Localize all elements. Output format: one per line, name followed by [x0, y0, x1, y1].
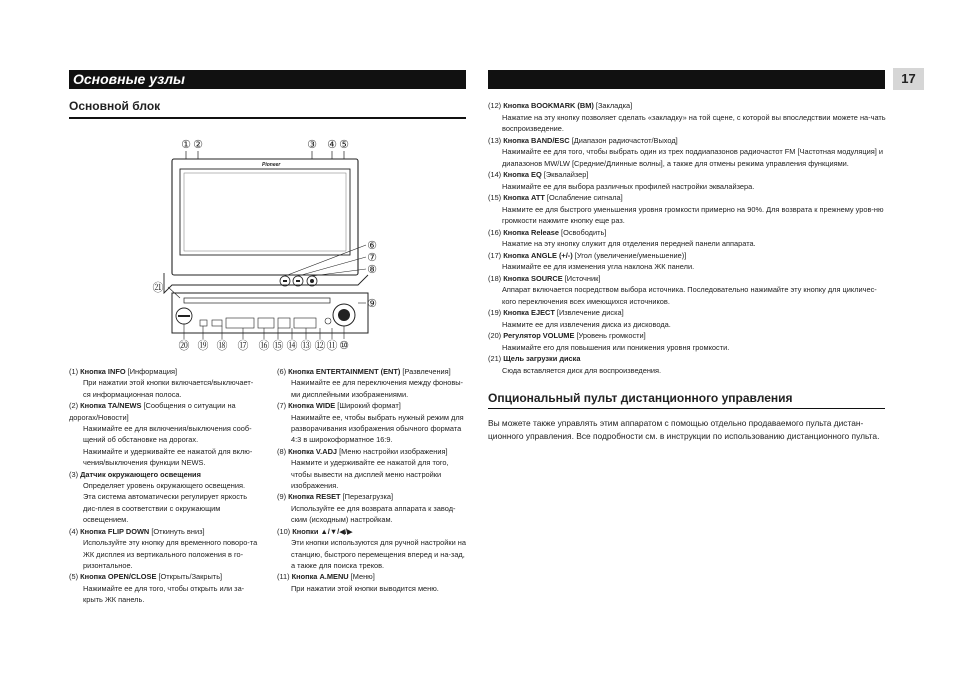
callout-5: ⑤: [339, 139, 349, 151]
left-column: (1) Кнопка INFO [Информация] При нажатии этой кнопки включается/выключает-ся информационная полоса. (2) Кнопка TA/NEWS [Сообщения о ситуации на дорогах/Новости] Нажимайте ее для включения/выключения сооб-щений об обстановке на дорогах. Нажимайте и удерживайте ее нажатой для вклю-чения/выключения функции NEWS. (3) Датчик окружающего освещения Определяет уровень окружающего освещения. Эта система автоматически регулирует яркость дис-плея в соответствии с окружающим освещением. (4) Кнопка FLIP DOWN [Откинуть вниз] Используйте эту кнопку для временного поворо-та ЖК дисплея из вертикального положения в го-ризонтальное. (5) Кнопка OPEN/CLOSE [Открыть/Закрыть] Нажимайте ее для того, чтобы открыть или за-крыть ЖК панель.: [69, 367, 258, 605]
list-item: (11) Кнопка A.MENU [Меню]: [277, 572, 375, 582]
callout-18: ⑱: [216, 340, 228, 352]
callout-16: ⑯: [258, 340, 270, 352]
list-item: (17) Кнопка ANGLE (+/-) [Угол (увеличение/уменьшение)]: [488, 250, 687, 260]
callout-10: ⑩: [339, 340, 349, 352]
right-column: (12) Кнопка BOOKMARK (BM) [Закладка] Нажатие на эту кнопку позволяет сделать «закладку» на той сцене, с которой вы впоследствии можете на-чать воспроизведение. (13) Кнопка BAND/ESC [Диапазон радиочастот/Выход] Нажимайте ее для того, чтобы выбрать один из трех поддиапазонов радиочастот FM [Частотная модуляция] и диапазонов MW/LW [Средние/Длинные волны], а также для отмены режима управления функциями. (14) Кнопка EQ [Эквалайзер] Нажимайте ее для выбора различных профилей настройки эквалайзера. (15) Кнопка ATT [Ослабление сигнала] Нажмите ее для быстрого уменьшения уровня громкости примерно на 90%. Для возврата к прежнему уров-ню громкости нажмите кнопку еще раз. (16) Кнопка Release [Освободить] Нажатие на эту кнопку служит для отделения передней панели аппарата. (17) Кнопка ANGLE (+/-) [Угол (увеличение/уменьшение)] Нажимайте ее для изменения угла наклона ЖК панели. (18) Кнопка SOURCE [Источник] Аппарат включается посредством выбора источника. Последовательно нажимайте эту кнопку для цикличес-кого переключения всех имеющихся источников. (19) Кнопка EJECT [Извлечение диска] Нажмите ее для извлечения диска из дисковода. (20) Регулятор VOLUME [Уровень громкости] Нажимайте его для повышения или понижения уровня громкости. (21) Щель загрузки диска Сюда вставляется диск для воспроизведения.: [488, 100, 888, 376]
list-item: (9) Кнопка RESET [Перезагрузка]: [277, 492, 394, 502]
section-title: Основные узлы: [73, 71, 185, 87]
page-number: 17: [893, 68, 924, 90]
lcd-screen: [180, 169, 350, 255]
list-item: (7) Кнопка WIDE [Широкий формат]: [277, 401, 401, 411]
list-item: (12) Кнопка BOOKMARK (BM) [Закладка]: [488, 101, 633, 110]
callout-1: ①: [181, 139, 191, 151]
list-item: (3) Датчик окружающего освещения: [69, 469, 201, 479]
callout-20: ⑳: [178, 340, 190, 352]
list-item: (4) Кнопка FLIP DOWN [Откинуть вниз]: [69, 526, 205, 536]
list-item: (8) Кнопка V.ADJ [Меню настройки изображения]: [277, 446, 448, 456]
optional-remote-title: Опциональный пульт дистанционного управления: [488, 391, 793, 405]
list-item: (19) Кнопка EJECT [Извлечение диска]: [488, 308, 624, 317]
list-item: (13) Кнопка BAND/ESC [Диапазон радиочастот/Выход]: [488, 135, 678, 145]
callout-19: ⑲: [197, 340, 209, 352]
callout-2: ②: [193, 139, 203, 151]
list-item: (5) Кнопка OPEN/CLOSE [Открыть/Закрыть]: [69, 572, 223, 582]
arrow-pad: [338, 309, 350, 321]
callout-12: ⑫: [314, 340, 326, 352]
disc-slot: [184, 298, 330, 303]
callout-6: ⑥: [367, 240, 377, 252]
list-item: (2) Кнопка TA/NEWS [Сообщения о ситуации на дорогах/Новости]: [69, 401, 236, 422]
callout-17: ⑰: [237, 340, 249, 352]
brand-logo: Pioneer: [262, 162, 281, 168]
list-item: (21) Щель загрузки диска: [488, 354, 581, 363]
list-item: (1) Кнопка INFO [Информация]: [69, 367, 178, 376]
callout-9: ⑨: [367, 298, 377, 310]
callout-15: ⑮: [272, 340, 284, 352]
list-item: (18) Кнопка SOURCE [Источник]: [488, 273, 601, 283]
callout-7: ⑦: [367, 252, 377, 264]
callout-8: ⑧: [367, 264, 377, 276]
list-item: (6) Кнопка ENTERTAINMENT (ENT) [Развлечения]: [277, 367, 451, 376]
subtitle-rule: [69, 117, 466, 119]
right-header-bar: [488, 70, 885, 89]
optional-remote-body: Вы можете также управлять этим аппаратом с помощью отдельно продаваемого пульта дистан-ционного управления. Все подробности см. в инструкции по использованию дистанционного пульта.: [488, 418, 880, 441]
list-item: (14) Кнопка EQ [Эквалайзер]: [488, 170, 589, 179]
list-item: (15) Кнопка ATT [Ослабление сигнала]: [488, 193, 623, 202]
list-item: (20) Регулятор VOLUME [Уровень громкости]: [488, 331, 646, 340]
list-item: (10) Кнопки ▲/▼/◀/▶: [277, 526, 353, 536]
subtitle-main-unit: Основной блок: [69, 99, 161, 113]
list-item: (16) Кнопка Release [Освободить]: [488, 227, 607, 237]
callout-11: ⑪: [326, 340, 338, 352]
callout-14: ⑭: [286, 340, 298, 352]
callout-4: ④: [327, 139, 337, 151]
head-unit-diagram: [150, 135, 390, 355]
callout-21: ㉑: [152, 282, 164, 294]
callout-13: ⑬: [300, 340, 312, 352]
middle-column: (6) Кнопка ENTERTAINMENT (ENT) [Развлечения] Нажимайте ее для переключения между фоновы-ми дисплейными изображениями. (7) Кнопка WIDE [Широкий формат] Нажимайте ее, чтобы выбрать нужный режим для разворачивания изображения обычного формата 4:3 в широкоформатное 16:9. (8) Кнопка V.ADJ [Меню настройки изображения] Нажмите и удерживайте ее нажатой для того, чтобы вывести на дисплей меню настройки изображения. (9) Кнопка RESET [Перезагрузка] Используйте ее для возврата аппарата к завод-ским (исходным) настройкам. (10) Кнопки ▲/▼/◀/▶ Эти кнопки используются для ручной настройки на станцию, быстрого перемещения вперед и на-зад, а также для поиска треков. (11) Кнопка A.MENU [Меню] При нажатии этой кнопки выводится меню.: [277, 367, 466, 593]
optional-remote-rule: [488, 408, 885, 409]
section-title-bar: [69, 70, 466, 89]
callout-3: ③: [307, 139, 317, 151]
